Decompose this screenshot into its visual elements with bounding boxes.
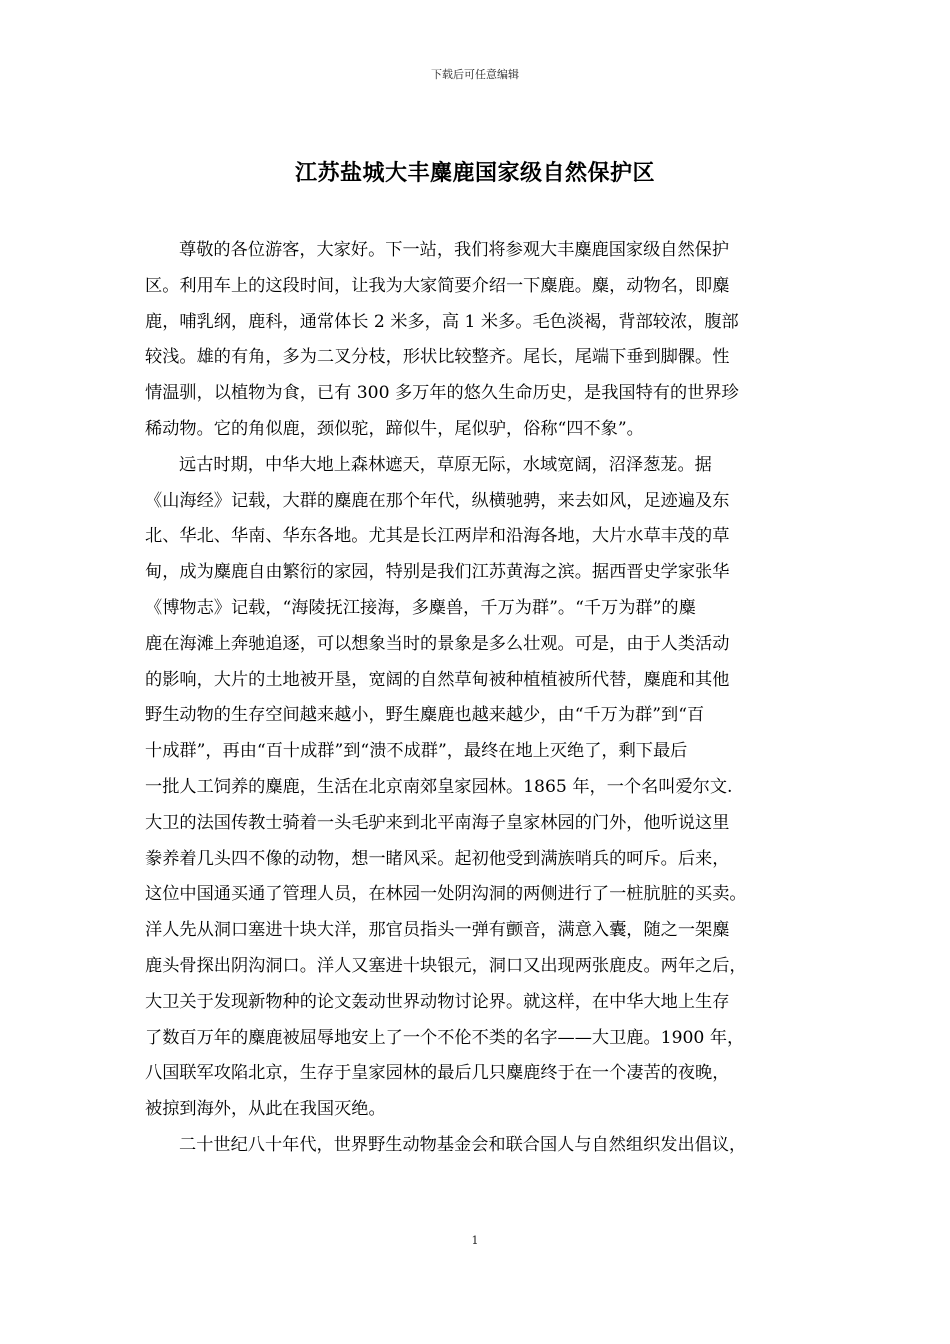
text-line: 八国联军攻陷北京，生存于皇家园林的最后几只麋鹿终于在一个凄苦的夜晚， [145,1063,730,1084]
page-header: 下载后可任意编辑 [431,68,519,81]
text-line: 远古时期，中华大地上森林遮天，草原无际，水域宽阔，沼泽葱茏。据 [179,454,712,475]
text-line: 《博物志》记载，“海陵抚江接海，多麋兽，千万为群”。“千万为群”的麋 [145,597,696,618]
text-line: 北、华北、华南、华东各地。尤其是长江两岸和沿海各地，大片水草丰茂的草 [145,526,730,547]
text-line: 情温驯，以植物为食，已有 300 多万年的悠久生命历史，是我国特有的世界珍 [145,383,739,404]
text-line: 豢养着几头四不像的动物，想一睹风采。起初他受到满族哨兵的呵斥。后来， [145,848,730,869]
text-line: 区。利用车上的这段时间，让我为大家简要介绍一下麋鹿。麋，动物名，即麋 [145,275,730,296]
text-line: 的影响，大片的土地被开垦，宽阔的自然草甸被种植植被所代替，麋鹿和其他 [145,669,730,690]
text-line: 了数百万年的麋鹿被屈辱地安上了一个不伦不类的名字——大卫鹿。1900 年， [145,1027,745,1048]
paragraph-1 [145,233,810,448]
document-title: 江苏盐城大丰麋鹿国家级自然保护区 [294,160,655,186]
text-line: 野生动物的生存空间越来越小，野生麋鹿也越来越少，由“千万为群”到“百 [145,705,705,726]
text-line: 较浅。雄的有角，多为二叉分枝，形状比较整齐。尾长，尾端下垂到脚髁。性 [145,347,730,368]
text-line: 稀动物。它的角似鹿，颈似驼，蹄似牛，尾似驴，俗称“四不象”。 [145,418,644,439]
paragraph-2 [145,448,810,1128]
text-line: 十成群”，再由“百十成群”到“溃不成群”，最终在地上灭绝了，剩下最后 [145,741,688,762]
text-line: 《山海经》记载，大群的麋鹿在那个年代，纵横驰骋，来去如风，足迹遍及东 [145,490,730,511]
text-line: 尊敬的各位游客，大家好。下一站，我们将参观大丰麋鹿国家级自然保护 [179,240,730,260]
text-line: 鹿，哺乳纲，鹿科，通常体长 2 米多，高 1 米多。毛色淡褐，背部较浓，腹部 [145,311,739,332]
text-line: 大卫的法国传教士骑着一头毛驴来到北平南海子皇家林园的门外，他听说这里 [145,812,730,833]
page-number: 1 [471,1234,479,1247]
text-line: 被掠到海外，从此在我国灭绝。 [145,1099,386,1120]
document-body [145,233,810,1164]
text-line: 大卫关于发现新物种的论文轰动世界动物讨论界。就这样，在中华大地上生存 [145,991,730,1012]
text-line: 二十世纪八十年代，世界野生动物基金会和联合国人与自然组织发出倡议， [179,1134,747,1155]
text-line: 鹿在海滩上奔驰追逐，可以想象当时的景象是多么壮观。可是，由于人类活动 [145,633,730,654]
text-line: 鹿头骨探出阴沟洞口。洋人又塞进十块银元，洞口又出现两张鹿皮。两年之后， [145,955,747,976]
text-line: 洋人先从洞口塞进十块大洋，那官员指头一弹有颤音，满意入囊，随之一架麋 [145,920,730,941]
paragraph-3 [145,1128,810,1164]
text-line: 甸，成为麋鹿自由繁衍的家园，特别是我们江苏黄海之滨。据西晋史学家张华 [145,562,730,583]
text-line: 一批人工饲养的麋鹿，生活在北京南郊皇家园林。1865 年，一个名叫爱尔文. [145,776,733,797]
text-line: 这位中国通买通了管理人员，在林园一处阴沟洞的两侧进行了一桩肮脏的买卖。 [145,884,747,905]
